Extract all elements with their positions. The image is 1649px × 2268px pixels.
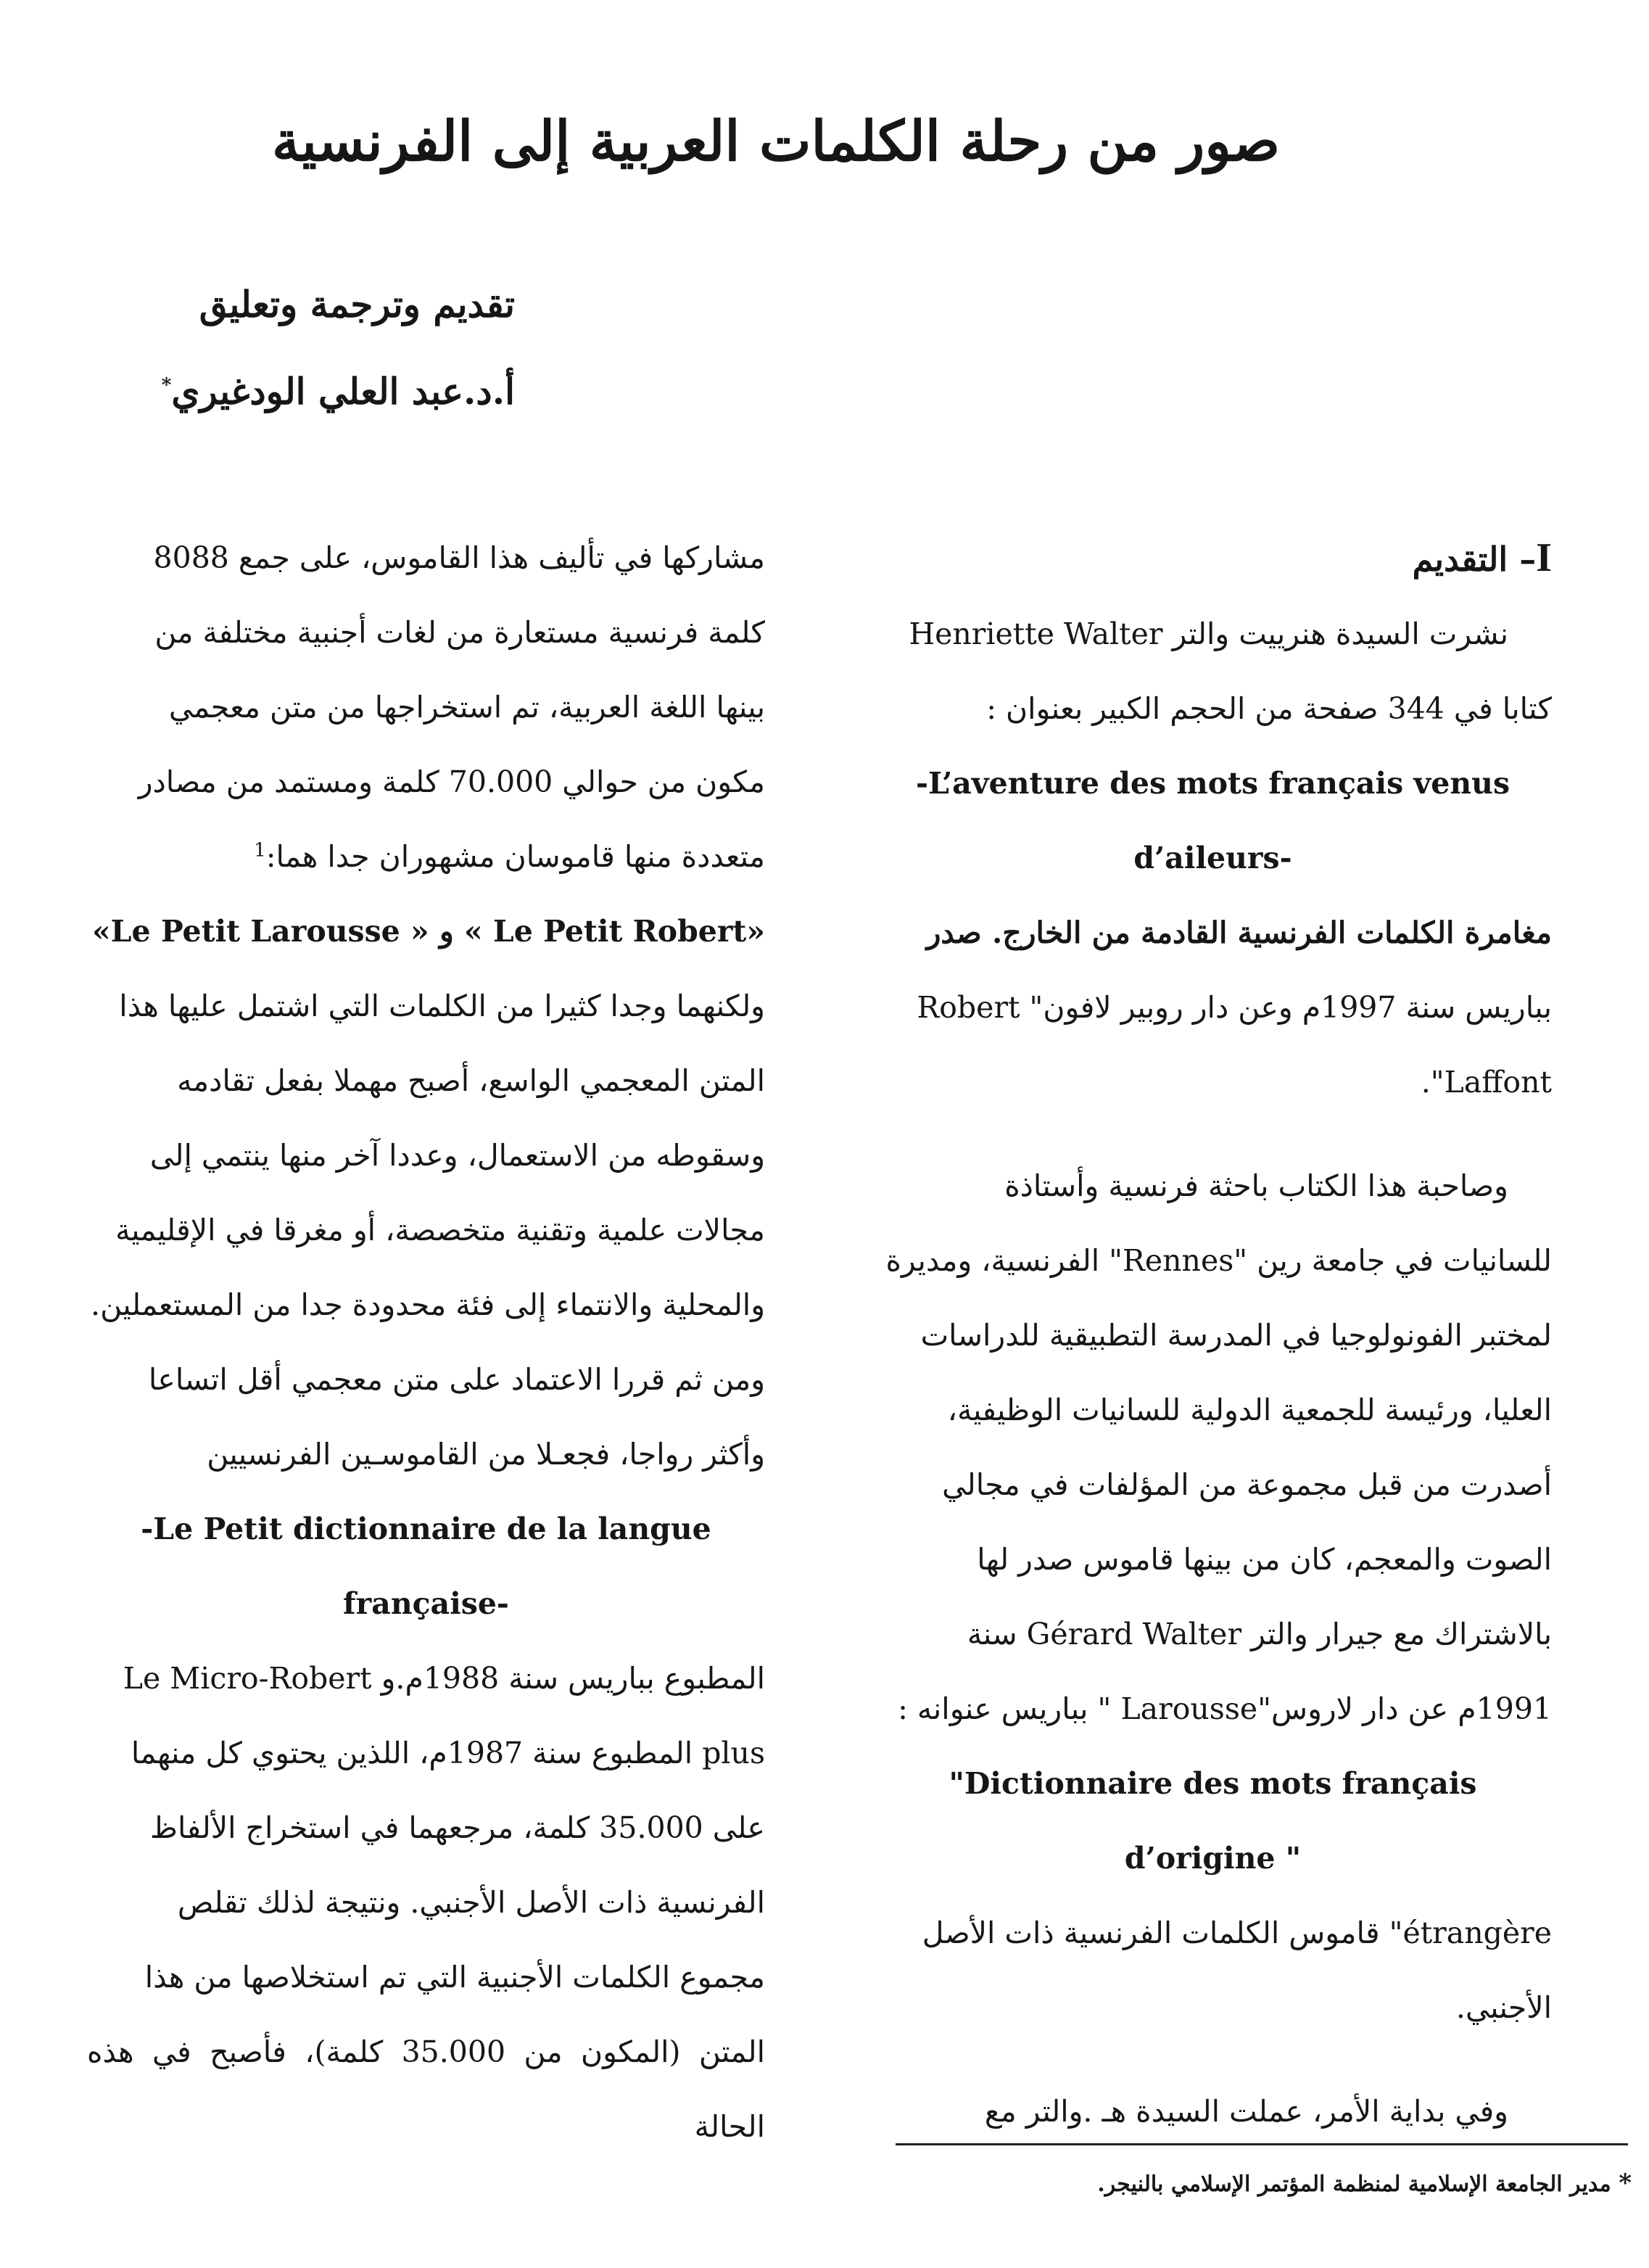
section-heading — [874, 521, 1552, 597]
text-line — [87, 820, 765, 894]
paragraph-gap — [874, 1120, 1552, 1149]
text-line: المطبوع بباريس سنة 1988م.و Le Micro-Robert — [123, 1661, 765, 1696]
text-line: Laffont". — [1421, 1065, 1552, 1100]
text-line: مكون من حوالي 70.000 كلمة ومستمد من مصادر — [138, 764, 765, 799]
text-line: نشرت السيدة هنرييت والتر Henriette Walter — [909, 617, 1508, 651]
section-number: I — [1536, 535, 1552, 580]
text-line: وصاحبة هذا الكتاب باحثة فرنسية وأستاذة — [1004, 1168, 1508, 1203]
right-column — [874, 521, 1552, 2149]
footnote-ref: 1 — [254, 839, 266, 862]
french-dictionary-title: "Dictionnaire des mots français d’origine " — [949, 1766, 1477, 1876]
text-line: المتن (المكون من 35.000 كلمة)، فأصبح في هذه الحالة — [87, 2034, 765, 2144]
text-line: لمختبر الفونولوجيا في المدرسة التطبيقية للدراسات — [920, 1318, 1552, 1353]
text-line: وفي بداية الأمر، عملت السيدة هـ .والتر مع — [984, 2094, 1508, 2129]
text-line-content: متعددة منها قاموسان مشهوران جدا هما: — [265, 839, 765, 874]
text-line: plus المطبوع سنة 1987م، اللذين يحتوي كل منهما — [131, 1736, 765, 1770]
french-book-title: -L’aventure des mots français venus d’aileurs- — [915, 766, 1510, 875]
text-line: مشاركها في تأليف هذا القاموس، على جمع 8088 — [153, 540, 765, 575]
left-column — [87, 521, 765, 2164]
text-line: كلمة فرنسية مستعارة من لغات أجنبية مختلفة من — [154, 615, 765, 650]
section-title: – التقديم — [1412, 540, 1537, 579]
text-line: étrangère" قاموس الكلمات الفرنسية ذات الأصل — [922, 1916, 1552, 1950]
french-dictionary-title: -Le Petit dictionnaire de la langue française- — [141, 1512, 711, 1621]
author-footnote-mark: * — [161, 374, 172, 397]
text-line: أصدرت من قبل مجموعة من المؤلفات في مجالي — [942, 1467, 1552, 1502]
text-line: الأجنبي. — [1455, 1990, 1552, 2025]
text-line: مجالات علمية وتقنية متخصصة، أو مغرقا في الإقليمية — [115, 1213, 765, 1248]
text-line: المتن المعجمي الواسع، أصبح مهملا بفعل تقادمه — [177, 1063, 765, 1098]
text-line: كتابا في 344 صفحة من الحجم الكبير بعنوان : — [986, 691, 1552, 726]
text-line: بينها اللغة العربية، تم استخراجها من متن معجمي — [168, 690, 765, 725]
text-line: وسقوطه من الاستعمال، وعددا آخر منها ينتمي إلى — [149, 1138, 765, 1173]
text-line: «Le Petit Robert » و « Le Petit Larousse» — [92, 914, 765, 949]
text-line: العليا، ورئيسة للجمعية الدولية للسانيات الوظيفية، — [947, 1393, 1552, 1427]
text-line: الفرنسية ذات الأصل الأجنبي. ونتيجة لذلك تقلص — [177, 1885, 765, 1920]
text-line: الصوت والمعجم، كان من بينها قاموس صدر لها — [977, 1542, 1552, 1577]
paragraph-gap — [874, 2045, 1552, 2074]
byline-author — [109, 370, 515, 413]
author-name: أ.د.عبد العلي الودغيري — [171, 370, 515, 413]
text-line: والمحلية والانتماء إلى فئة محدودة جدا من المستعملين. — [91, 1287, 765, 1322]
text-line: 1991م عن دار لاروس"Larousse " بباريس عنوانه : — [898, 1691, 1552, 1726]
footnote-marker: * — [1619, 2169, 1632, 2198]
footnote-divider — [896, 2143, 1628, 2145]
text-line: للسانيات في جامعة رين "Rennes" الفرنسية، ومديرة — [885, 1243, 1552, 1278]
text-line: ومن ثم قررا الاعتماد على متن معجمي أقل اتساعا — [148, 1362, 765, 1397]
text-line: مغامرة الكلمات الفرنسية القادمة من الخارج. صدر — [926, 915, 1552, 950]
byline-role: تقديم وترجمة وتعليق — [199, 283, 515, 326]
text-line: على 35.000 كلمة، مرجعهما في استخراج الألفاظ — [150, 1810, 765, 1845]
text-line: ولكنهما وجدا كثيرا من الكلمات التي اشتمل عليها هذا — [119, 989, 765, 1023]
article-title: صور من رحلة الكلمات العربية إلى الفرنسية — [271, 109, 1281, 173]
footnote-text: مدير الجامعة الإسلامية لمنظمة المؤتمر الإسلامي بالنيجر. — [1097, 2172, 1611, 2197]
text-line: بالاشتراك مع جيرار والتر Gérard Walter سنة — [967, 1617, 1552, 1651]
footnote — [885, 2169, 1632, 2198]
text-line: بباريس سنة 1997م وعن دار روبير لافون" Robert — [917, 990, 1552, 1025]
text-line: مجموع الكلمات الأجنبية التي تم استخلاصها من هذا — [144, 1960, 765, 1995]
text-line: وأكثر رواجا، فجعـلا من القاموسـين الفرنسيين — [207, 1437, 765, 1472]
